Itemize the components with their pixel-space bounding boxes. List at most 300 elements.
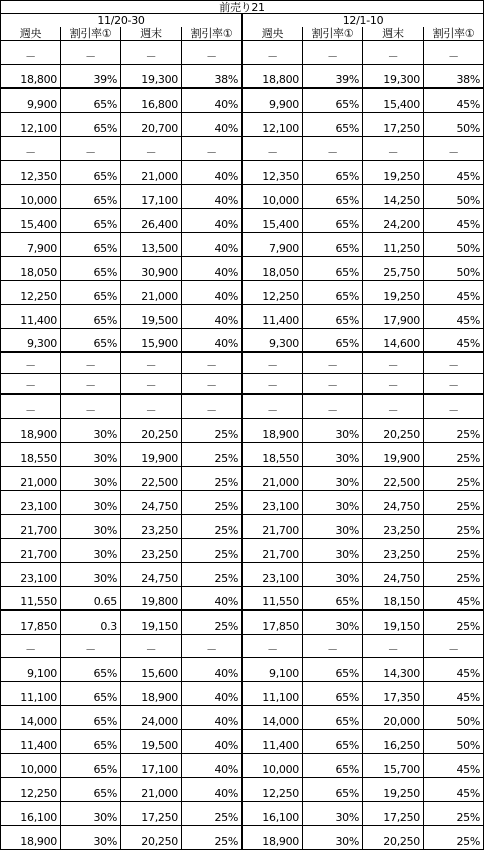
table-cell[interactable]: － (0, 374, 61, 393)
period-row (0, 14, 484, 27)
table-cell[interactable]: 10,000 (0, 754, 61, 777)
table-cell[interactable]: 15,900 (121, 329, 182, 351)
period-header-2[interactable]: 12/1-10 (243, 14, 484, 27)
table-cell[interactable]: 50% (424, 257, 484, 280)
table-row (0, 587, 484, 611)
table-row (0, 635, 484, 658)
table-cell[interactable]: 65% (61, 233, 121, 256)
table-cell[interactable]: 65% (61, 778, 121, 801)
table-cell[interactable]: 11,100 (0, 682, 61, 705)
table-cell[interactable]: 18,900 (243, 826, 303, 849)
table-cell[interactable]: 25% (424, 467, 484, 490)
table-cell[interactable]: 50% (424, 706, 484, 729)
table-cell[interactable]: 18,800 (243, 65, 303, 87)
table-cell[interactable]: 21,000 (121, 778, 182, 801)
table-cell[interactable]: － (61, 353, 121, 373)
table-cell[interactable]: 16,800 (121, 89, 182, 112)
table-cell[interactable]: － (243, 353, 303, 373)
table-cell[interactable]: 11,550 (243, 587, 303, 609)
table-cell[interactable]: － (0, 41, 61, 64)
table-cell[interactable]: 40% (182, 706, 243, 729)
table-cell[interactable]: 65% (61, 257, 121, 280)
table-cell[interactable]: 21,700 (0, 539, 61, 562)
table-cell[interactable]: 30% (61, 826, 121, 849)
table-cell[interactable]: 18,150 (363, 587, 424, 609)
table-cell[interactable]: － (182, 137, 243, 160)
table-cell[interactable]: 24,750 (363, 491, 424, 514)
table-cell[interactable]: － (363, 635, 424, 657)
table-cell[interactable]: 12,250 (243, 281, 303, 304)
table-cell[interactable]: 18,900 (0, 419, 61, 442)
table-cell[interactable]: 65% (61, 281, 121, 304)
table-cell[interactable]: 14,000 (0, 706, 61, 729)
table-cell[interactable]: 19,250 (363, 281, 424, 304)
table-cell[interactable]: － (303, 374, 363, 393)
table-cell[interactable]: 19,900 (121, 443, 182, 466)
table-cell[interactable]: － (182, 41, 243, 64)
table-cell[interactable]: － (0, 353, 61, 373)
table-cell[interactable]: － (303, 353, 363, 373)
table-cell[interactable]: － (424, 137, 484, 160)
table-cell[interactable]: 20,250 (363, 419, 424, 442)
table-cell[interactable]: 45% (424, 209, 484, 232)
table-cell[interactable]: 38% (424, 65, 484, 87)
table-cell[interactable]: 14,000 (243, 706, 303, 729)
table-cell[interactable]: 0.65 (61, 587, 121, 609)
table-cell[interactable]: 40% (182, 233, 243, 256)
table-cell[interactable]: 18,800 (0, 65, 61, 87)
table-cell[interactable]: 7,900 (0, 233, 61, 256)
table-cell[interactable]: 45% (424, 587, 484, 609)
table-cell[interactable]: － (243, 41, 303, 64)
table-cell[interactable]: 65% (303, 89, 363, 112)
table-cell[interactable]: 40% (182, 305, 243, 328)
table-cell[interactable]: 65% (303, 329, 363, 351)
table-cell[interactable]: － (243, 137, 303, 160)
table-cell[interactable]: 50% (424, 233, 484, 256)
table-cell[interactable]: － (0, 395, 61, 418)
table-cell[interactable]: 30% (303, 802, 363, 825)
table-cell[interactable]: 30% (303, 443, 363, 466)
table-cell[interactable]: 65% (303, 658, 363, 681)
table-cell[interactable]: 19,300 (121, 65, 182, 87)
table-cell[interactable]: － (121, 374, 182, 393)
table-cell[interactable]: － (303, 137, 363, 160)
table-cell[interactable]: 65% (303, 185, 363, 208)
table-cell[interactable]: 65% (61, 730, 121, 753)
table-row (0, 41, 484, 65)
table-cell[interactable]: 26,400 (121, 209, 182, 232)
table-row (0, 611, 484, 635)
table-cell[interactable]: － (0, 635, 61, 657)
table-cell[interactable]: 17,100 (121, 754, 182, 777)
table-cell[interactable]: 23,100 (0, 491, 61, 514)
table-cell[interactable]: 15,400 (363, 89, 424, 112)
table-cell[interactable]: 18,050 (243, 257, 303, 280)
table-cell[interactable]: 30% (303, 826, 363, 849)
table-cell[interactable]: 25% (182, 443, 243, 466)
table-cell[interactable]: 22,500 (121, 467, 182, 490)
table-cell[interactable]: 45% (424, 161, 484, 184)
table-cell[interactable]: － (0, 137, 61, 160)
table-cell[interactable]: 40% (182, 587, 243, 609)
table-cell[interactable]: － (363, 395, 424, 418)
table-cell[interactable]: － (303, 395, 363, 418)
table-cell[interactable]: 65% (61, 305, 121, 328)
table-cell[interactable]: 22,500 (363, 467, 424, 490)
sheet-title[interactable]: 前売り21 (0, 1, 484, 13)
table-cell[interactable]: － (363, 137, 424, 160)
table-cell[interactable]: 30% (61, 802, 121, 825)
table-cell[interactable]: 39% (61, 65, 121, 87)
table-cell[interactable]: 40% (182, 281, 243, 304)
table-cell[interactable]: 25% (182, 539, 243, 562)
table-cell[interactable]: － (424, 374, 484, 393)
table-row (0, 65, 484, 89)
table-row (0, 778, 484, 802)
table-cell[interactable]: － (363, 353, 424, 373)
table-cell[interactable]: 19,800 (121, 587, 182, 609)
table-cell[interactable]: 23,250 (121, 515, 182, 538)
table-cell[interactable]: 20,700 (121, 113, 182, 136)
table-cell[interactable]: 12,250 (0, 281, 61, 304)
table-cell[interactable]: － (424, 41, 484, 64)
table-cell[interactable]: 40% (182, 185, 243, 208)
table-cell[interactable]: － (182, 395, 243, 418)
table-cell[interactable]: 20,000 (363, 706, 424, 729)
table-cell[interactable]: 11,400 (243, 730, 303, 753)
table-cell[interactable]: － (121, 41, 182, 64)
table-cell[interactable]: 39% (303, 65, 363, 87)
table-cell[interactable]: 10,000 (243, 754, 303, 777)
table-cell[interactable]: 65% (303, 706, 363, 729)
table-cell[interactable]: 19,150 (363, 611, 424, 634)
table-cell[interactable]: 18,900 (0, 826, 61, 849)
table-cell[interactable]: － (243, 635, 303, 657)
table-cell[interactable]: 21,700 (0, 515, 61, 538)
table-cell[interactable]: 21,000 (121, 281, 182, 304)
table-cell[interactable]: 65% (61, 329, 121, 351)
table-cell[interactable]: 65% (303, 754, 363, 777)
table-cell[interactable]: 24,000 (121, 706, 182, 729)
table-cell[interactable]: 11,400 (0, 305, 61, 328)
table-cell[interactable]: 18,900 (121, 682, 182, 705)
table-cell[interactable]: 38% (182, 65, 243, 87)
table-cell[interactable]: 65% (303, 161, 363, 184)
table-cell[interactable]: 45% (424, 754, 484, 777)
table-cell[interactable]: － (424, 635, 484, 657)
table-cell[interactable]: 50% (424, 730, 484, 753)
table-cell[interactable]: 65% (61, 682, 121, 705)
table-cell[interactable]: 65% (61, 706, 121, 729)
table-cell[interactable]: 30% (61, 419, 121, 442)
table-cell[interactable]: 12,350 (243, 161, 303, 184)
table-cell[interactable]: 65% (303, 305, 363, 328)
table-cell[interactable]: 17,850 (0, 611, 61, 634)
table-cell[interactable]: 20,250 (121, 419, 182, 442)
table-cell[interactable]: 65% (61, 754, 121, 777)
table-cell[interactable]: 65% (61, 209, 121, 232)
table-cell[interactable]: 30% (303, 419, 363, 442)
table-cell[interactable]: 30% (303, 611, 363, 634)
column-header[interactable]: 割引率① (182, 27, 243, 40)
table-cell[interactable]: 40% (182, 209, 243, 232)
table-cell[interactable]: 12,100 (0, 113, 61, 136)
table-cell[interactable]: － (61, 395, 121, 418)
table-cell[interactable]: 25,750 (363, 257, 424, 280)
table-cell[interactable]: 25% (424, 826, 484, 849)
table-cell[interactable]: 25% (424, 802, 484, 825)
table-cell[interactable]: 21,000 (243, 467, 303, 490)
table-cell[interactable]: 17,250 (121, 802, 182, 825)
table-cell[interactable]: 20,250 (363, 826, 424, 849)
table-cell[interactable]: 40% (182, 161, 243, 184)
table-cell[interactable]: 65% (303, 730, 363, 753)
table-cell[interactable]: 12,250 (243, 778, 303, 801)
table-cell[interactable]: － (61, 41, 121, 64)
table-cell[interactable]: 10,000 (0, 185, 61, 208)
table-cell[interactable]: 40% (182, 89, 243, 112)
table-cell[interactable]: 15,600 (121, 658, 182, 681)
table-cell[interactable]: 16,250 (363, 730, 424, 753)
table-cell[interactable]: 65% (303, 587, 363, 609)
table-cell[interactable]: 45% (424, 305, 484, 328)
table-cell[interactable]: 40% (182, 113, 243, 136)
table-cell[interactable]: 19,300 (363, 65, 424, 87)
table-cell[interactable]: 12,250 (0, 778, 61, 801)
table-cell[interactable]: 30% (303, 491, 363, 514)
table-cell[interactable]: 20,250 (121, 826, 182, 849)
table-cell[interactable]: 25% (182, 419, 243, 442)
table-cell[interactable]: － (424, 353, 484, 373)
table-cell[interactable]: － (121, 353, 182, 373)
column-header[interactable]: 週末 (121, 27, 182, 40)
table-cell[interactable]: 15,400 (243, 209, 303, 232)
table-row (0, 491, 484, 515)
table-cell[interactable]: 17,250 (363, 802, 424, 825)
column-header[interactable]: 割引率① (424, 27, 484, 40)
table-cell[interactable]: 17,850 (243, 611, 303, 634)
table-row (0, 730, 484, 754)
table-cell[interactable]: － (363, 374, 424, 393)
table-cell[interactable]: 30,900 (121, 257, 182, 280)
table-cell[interactable]: 17,350 (363, 682, 424, 705)
column-header[interactable]: 週央 (0, 27, 61, 40)
table-cell[interactable]: 50% (424, 185, 484, 208)
table-cell[interactable]: 16,100 (243, 802, 303, 825)
table-cell[interactable]: － (303, 41, 363, 64)
table-cell[interactable]: － (121, 635, 182, 657)
table-row (0, 257, 484, 281)
table-cell[interactable]: 21,700 (243, 515, 303, 538)
table-cell[interactable]: 23,100 (243, 563, 303, 586)
table-cell[interactable]: 65% (61, 161, 121, 184)
table-cell[interactable]: 11,250 (363, 233, 424, 256)
table-cell[interactable]: 25% (424, 539, 484, 562)
table-cell[interactable]: 17,900 (363, 305, 424, 328)
table-cell[interactable]: 25% (182, 826, 243, 849)
table-cell[interactable]: 25% (424, 419, 484, 442)
table-cell[interactable]: 11,100 (243, 682, 303, 705)
table-cell[interactable]: 9,100 (243, 658, 303, 681)
table-cell[interactable]: 9,900 (243, 89, 303, 112)
table-cell[interactable]: 18,550 (0, 443, 61, 466)
table-cell[interactable]: 17,100 (121, 185, 182, 208)
table-cell[interactable]: 18,050 (0, 257, 61, 280)
table-cell[interactable]: 25% (424, 515, 484, 538)
table-cell[interactable]: 15,700 (363, 754, 424, 777)
table-cell[interactable]: 30% (303, 467, 363, 490)
table-cell[interactable]: 65% (303, 281, 363, 304)
table-cell[interactable]: 65% (61, 185, 121, 208)
table-cell[interactable]: 23,250 (121, 539, 182, 562)
period-header-1[interactable]: 11/20-30 (0, 14, 243, 27)
table-cell[interactable]: 23,250 (363, 539, 424, 562)
table-cell[interactable]: 50% (424, 113, 484, 136)
table-cell[interactable]: － (243, 395, 303, 418)
table-cell[interactable]: 16,100 (0, 802, 61, 825)
table-cell[interactable]: － (61, 635, 121, 657)
table-cell[interactable]: 30% (303, 539, 363, 562)
table-cell[interactable]: 25% (424, 611, 484, 634)
table-cell[interactable]: 65% (303, 113, 363, 136)
table-cell[interactable]: 65% (61, 113, 121, 136)
table-cell[interactable]: － (424, 395, 484, 418)
table-cell[interactable]: 30% (61, 515, 121, 538)
table-cell[interactable]: 21,000 (121, 161, 182, 184)
table-cell[interactable]: 11,400 (0, 730, 61, 753)
table-cell[interactable]: 23,100 (0, 563, 61, 586)
table-cell[interactable]: 40% (182, 778, 243, 801)
table-cell[interactable]: 25% (424, 443, 484, 466)
table-cell[interactable]: 40% (182, 682, 243, 705)
table-row (0, 137, 484, 161)
table-cell[interactable]: 45% (424, 682, 484, 705)
table-cell[interactable]: 13,500 (121, 233, 182, 256)
table-cell[interactable]: 30% (61, 491, 121, 514)
table-cell[interactable]: 10,000 (243, 185, 303, 208)
table-cell[interactable]: 11,550 (0, 587, 61, 609)
table-cell[interactable]: 14,250 (363, 185, 424, 208)
table-cell[interactable]: 18,550 (243, 443, 303, 466)
column-header[interactable]: 割引率① (303, 27, 363, 40)
table-cell[interactable]: 25% (182, 802, 243, 825)
table-cell[interactable]: 15,400 (0, 209, 61, 232)
table-cell[interactable]: 19,500 (121, 305, 182, 328)
table-cell[interactable]: 19,150 (121, 611, 182, 634)
table-cell[interactable]: 30% (61, 563, 121, 586)
table-cell[interactable]: 9,100 (0, 658, 61, 681)
table-cell[interactable]: － (121, 395, 182, 418)
table-cell[interactable]: 19,250 (363, 161, 424, 184)
table-cell[interactable]: 18,900 (243, 419, 303, 442)
column-header[interactable]: 週央 (243, 27, 303, 40)
table-cell[interactable]: 25% (182, 611, 243, 634)
table-cell[interactable]: 65% (303, 257, 363, 280)
table-cell[interactable]: 0.3 (61, 611, 121, 634)
table-cell[interactable]: － (61, 374, 121, 393)
table-cell[interactable]: － (303, 635, 363, 657)
table-cell[interactable]: 65% (303, 209, 363, 232)
table-row (0, 563, 484, 587)
table-cell[interactable]: 7,900 (243, 233, 303, 256)
table-cell[interactable]: 19,500 (121, 730, 182, 753)
table-cell[interactable]: 30% (61, 467, 121, 490)
table-row (0, 443, 484, 467)
table-cell[interactable]: 25% (182, 515, 243, 538)
table-cell[interactable]: － (182, 353, 243, 373)
table-cell[interactable]: 45% (424, 89, 484, 112)
table-cell[interactable]: 11,400 (243, 305, 303, 328)
table-cell[interactable]: 65% (303, 682, 363, 705)
table-cell[interactable]: 12,100 (243, 113, 303, 136)
table-cell[interactable]: 65% (61, 658, 121, 681)
table-cell[interactable]: 25% (182, 491, 243, 514)
table-cell[interactable]: 9,900 (0, 89, 61, 112)
table-cell[interactable]: 9,300 (0, 329, 61, 351)
table-cell[interactable]: － (243, 374, 303, 393)
table-cell[interactable]: 30% (61, 539, 121, 562)
table-cell[interactable]: 30% (303, 563, 363, 586)
table-cell[interactable]: 30% (303, 515, 363, 538)
table-row (0, 281, 484, 305)
table-cell[interactable]: 45% (424, 329, 484, 351)
table-cell[interactable]: 9,300 (243, 329, 303, 351)
table-cell[interactable]: 14,600 (363, 329, 424, 351)
table-cell[interactable]: 45% (424, 778, 484, 801)
table-cell[interactable]: 65% (61, 89, 121, 112)
table-cell[interactable]: 21,700 (243, 539, 303, 562)
column-header[interactable]: 割引率① (61, 27, 121, 40)
table-cell[interactable]: 23,250 (363, 515, 424, 538)
table-cell[interactable]: 45% (424, 281, 484, 304)
table-cell[interactable]: 12,350 (0, 161, 61, 184)
table-cell[interactable]: 19,900 (363, 443, 424, 466)
table-cell[interactable]: 40% (182, 257, 243, 280)
table-cell[interactable]: 25% (182, 563, 243, 586)
table-cell[interactable]: 65% (303, 778, 363, 801)
table-cell[interactable]: － (61, 137, 121, 160)
table-cell[interactable]: 40% (182, 329, 243, 351)
table-cell[interactable]: － (121, 137, 182, 160)
table-cell[interactable]: － (182, 635, 243, 657)
column-header[interactable]: 週末 (363, 27, 424, 40)
table-cell[interactable]: 65% (303, 233, 363, 256)
table-cell[interactable]: 40% (182, 730, 243, 753)
table-cell[interactable]: 14,300 (363, 658, 424, 681)
table-cell[interactable]: 25% (182, 467, 243, 490)
column-header-row (0, 27, 484, 41)
table-cell[interactable]: － (182, 374, 243, 393)
table-cell[interactable]: 24,750 (363, 563, 424, 586)
table-cell[interactable]: － (363, 41, 424, 64)
table-cell[interactable]: 40% (182, 658, 243, 681)
table-cell[interactable]: 24,200 (363, 209, 424, 232)
table-row (0, 233, 484, 257)
table-cell[interactable]: 21,000 (0, 467, 61, 490)
table-cell[interactable]: 25% (424, 563, 484, 586)
table-cell[interactable]: 45% (424, 658, 484, 681)
table-cell[interactable]: 23,100 (243, 491, 303, 514)
table-cell[interactable]: 17,250 (363, 113, 424, 136)
table-cell[interactable]: 40% (182, 754, 243, 777)
table-cell[interactable]: 30% (61, 443, 121, 466)
table-cell[interactable]: 24,750 (121, 563, 182, 586)
table-cell[interactable]: 19,250 (363, 778, 424, 801)
table-cell[interactable]: 24,750 (121, 491, 182, 514)
table-cell[interactable]: 25% (424, 491, 484, 514)
table-row (0, 539, 484, 563)
